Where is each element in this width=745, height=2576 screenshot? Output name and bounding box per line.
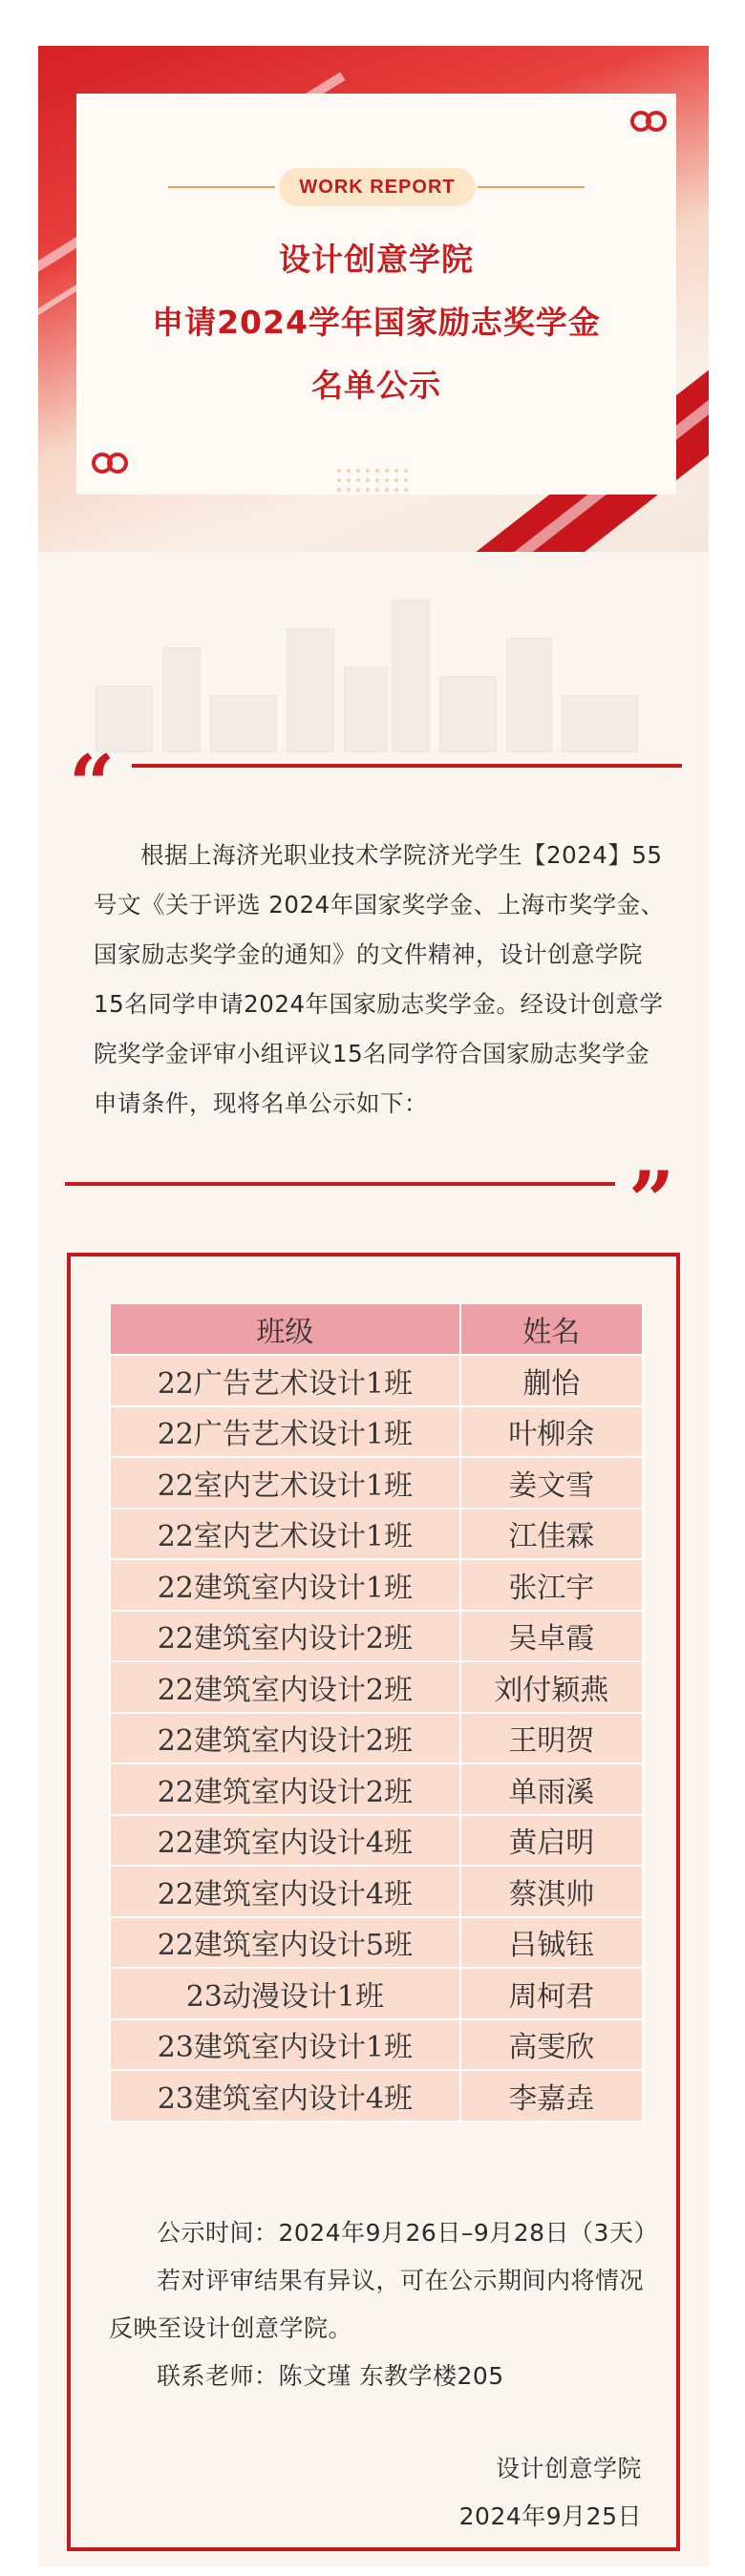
rings-icon <box>630 111 672 132</box>
cell-class: 22建筑室内设计2班 <box>110 1661 460 1713</box>
cell-class: 22室内艺术设计1班 <box>110 1509 460 1560</box>
table-header-row <box>110 1303 643 1355</box>
cell-name: 吕铖钰 <box>460 1917 643 1969</box>
table-row <box>110 2019 643 2071</box>
table-row <box>110 1866 643 1917</box>
cell-name: 蒯怡 <box>460 1355 643 1406</box>
close-quote-icon: ” <box>628 1153 675 1248</box>
cell-name: 吴卓霞 <box>460 1611 643 1662</box>
cell-class: 22建筑室内设计4班 <box>110 1866 460 1917</box>
signature-date: 2024年9月25日 <box>458 2502 642 2530</box>
intro-paragraph: 根据上海济光职业技术学院济光学生【2024】55号文《关于评选 2024年国家奖学金、上海市奖学金、国家励志奖学金的通知》的文件精神，设计创意学院15名同学申请2024年国家励志奖学金。经设计创意学院奖学金评审小组评议15名同学符合国家励志奖学金申请条件，现将名单公示如下： <box>94 841 665 1117</box>
banner-card <box>76 94 676 495</box>
table-row <box>110 1509 643 1560</box>
quote-divider-top <box>132 764 682 768</box>
cell-class: 22广告艺术设计1班 <box>110 1406 460 1458</box>
cell-class: 22建筑室内设计2班 <box>110 1713 460 1764</box>
cell-name: 王明贺 <box>460 1713 643 1764</box>
tag-line-left <box>168 186 275 188</box>
cell-class: 22建筑室内设计4班 <box>110 1815 460 1867</box>
poster <box>38 46 709 2566</box>
notice-block <box>109 2209 657 2400</box>
tag-line-right <box>478 186 585 188</box>
table-row <box>110 1661 643 1713</box>
cell-name: 姜文雪 <box>460 1457 643 1509</box>
cell-name: 李嘉垚 <box>460 2070 643 2122</box>
quote-divider-bottom <box>65 1182 615 1186</box>
cell-class: 23建筑室内设计1班 <box>110 2019 460 2071</box>
cell-class: 22广告艺术设计1班 <box>110 1355 460 1406</box>
work-report-label: WORK REPORT <box>279 168 476 206</box>
cell-class: 22建筑室内设计2班 <box>110 1611 460 1662</box>
signature-org: 设计创意学院 <box>495 2455 642 2482</box>
table-row <box>110 1815 643 1867</box>
skyline-decoration <box>96 590 649 752</box>
title-line-3: 名单公示 <box>311 367 441 404</box>
cell-name: 黄启明 <box>460 1815 643 1867</box>
table-row <box>110 1917 643 1969</box>
cell-class: 22建筑室内设计5班 <box>110 1917 460 1969</box>
cell-class: 23建筑室内设计4班 <box>110 2070 460 2122</box>
rings-icon <box>92 453 134 474</box>
cell-class: 22建筑室内设计1班 <box>110 1559 460 1611</box>
title-line-1: 设计创意学院 <box>279 241 474 278</box>
work-report-tag <box>76 168 676 206</box>
cell-name: 江佳霖 <box>460 1509 643 1560</box>
table-row <box>110 1355 643 1406</box>
notice-period: 公示时间：2024年9月26日–9月28日（3天） <box>157 2219 658 2247</box>
notice-objection: 若对评审结果有异议，可在公示期间内将情况反映至设计创意学院。 <box>109 2267 645 2342</box>
cell-name: 周柯君 <box>460 1968 643 2019</box>
list-box <box>67 1253 680 2551</box>
notice-contact: 联系老师：陈文瑾 东教学楼205 <box>157 2362 504 2390</box>
cell-class: 22室内艺术设计1班 <box>110 1457 460 1509</box>
header-class: 班级 <box>110 1303 460 1355</box>
table-row <box>110 1559 643 1611</box>
cell-name: 刘付颖燕 <box>460 1661 643 1713</box>
table-row <box>110 1457 643 1509</box>
table-row <box>110 1763 643 1815</box>
cell-name: 高雯欣 <box>460 2019 643 2071</box>
dots-decoration <box>334 466 411 495</box>
table-row <box>110 2070 643 2122</box>
cell-class: 22建筑室内设计2班 <box>110 1763 460 1815</box>
cell-name: 叶柳余 <box>460 1406 643 1458</box>
cell-class: 23动漫设计1班 <box>110 1968 460 2019</box>
table-row <box>110 1968 643 2019</box>
table-row <box>110 1713 643 1764</box>
table-row <box>110 1611 643 1662</box>
cell-name: 蔡淇帅 <box>460 1866 643 1917</box>
header-name: 姓名 <box>460 1303 643 1355</box>
table-row <box>110 1406 643 1458</box>
open-quote-icon: “ <box>69 737 116 832</box>
header-banner <box>38 46 709 552</box>
title-line-2: 申请2024学年国家励志奖学金 <box>152 304 601 341</box>
scholarship-table <box>109 1302 644 2122</box>
cell-name: 单雨溪 <box>460 1763 643 1815</box>
cell-name: 张江宇 <box>460 1559 643 1611</box>
